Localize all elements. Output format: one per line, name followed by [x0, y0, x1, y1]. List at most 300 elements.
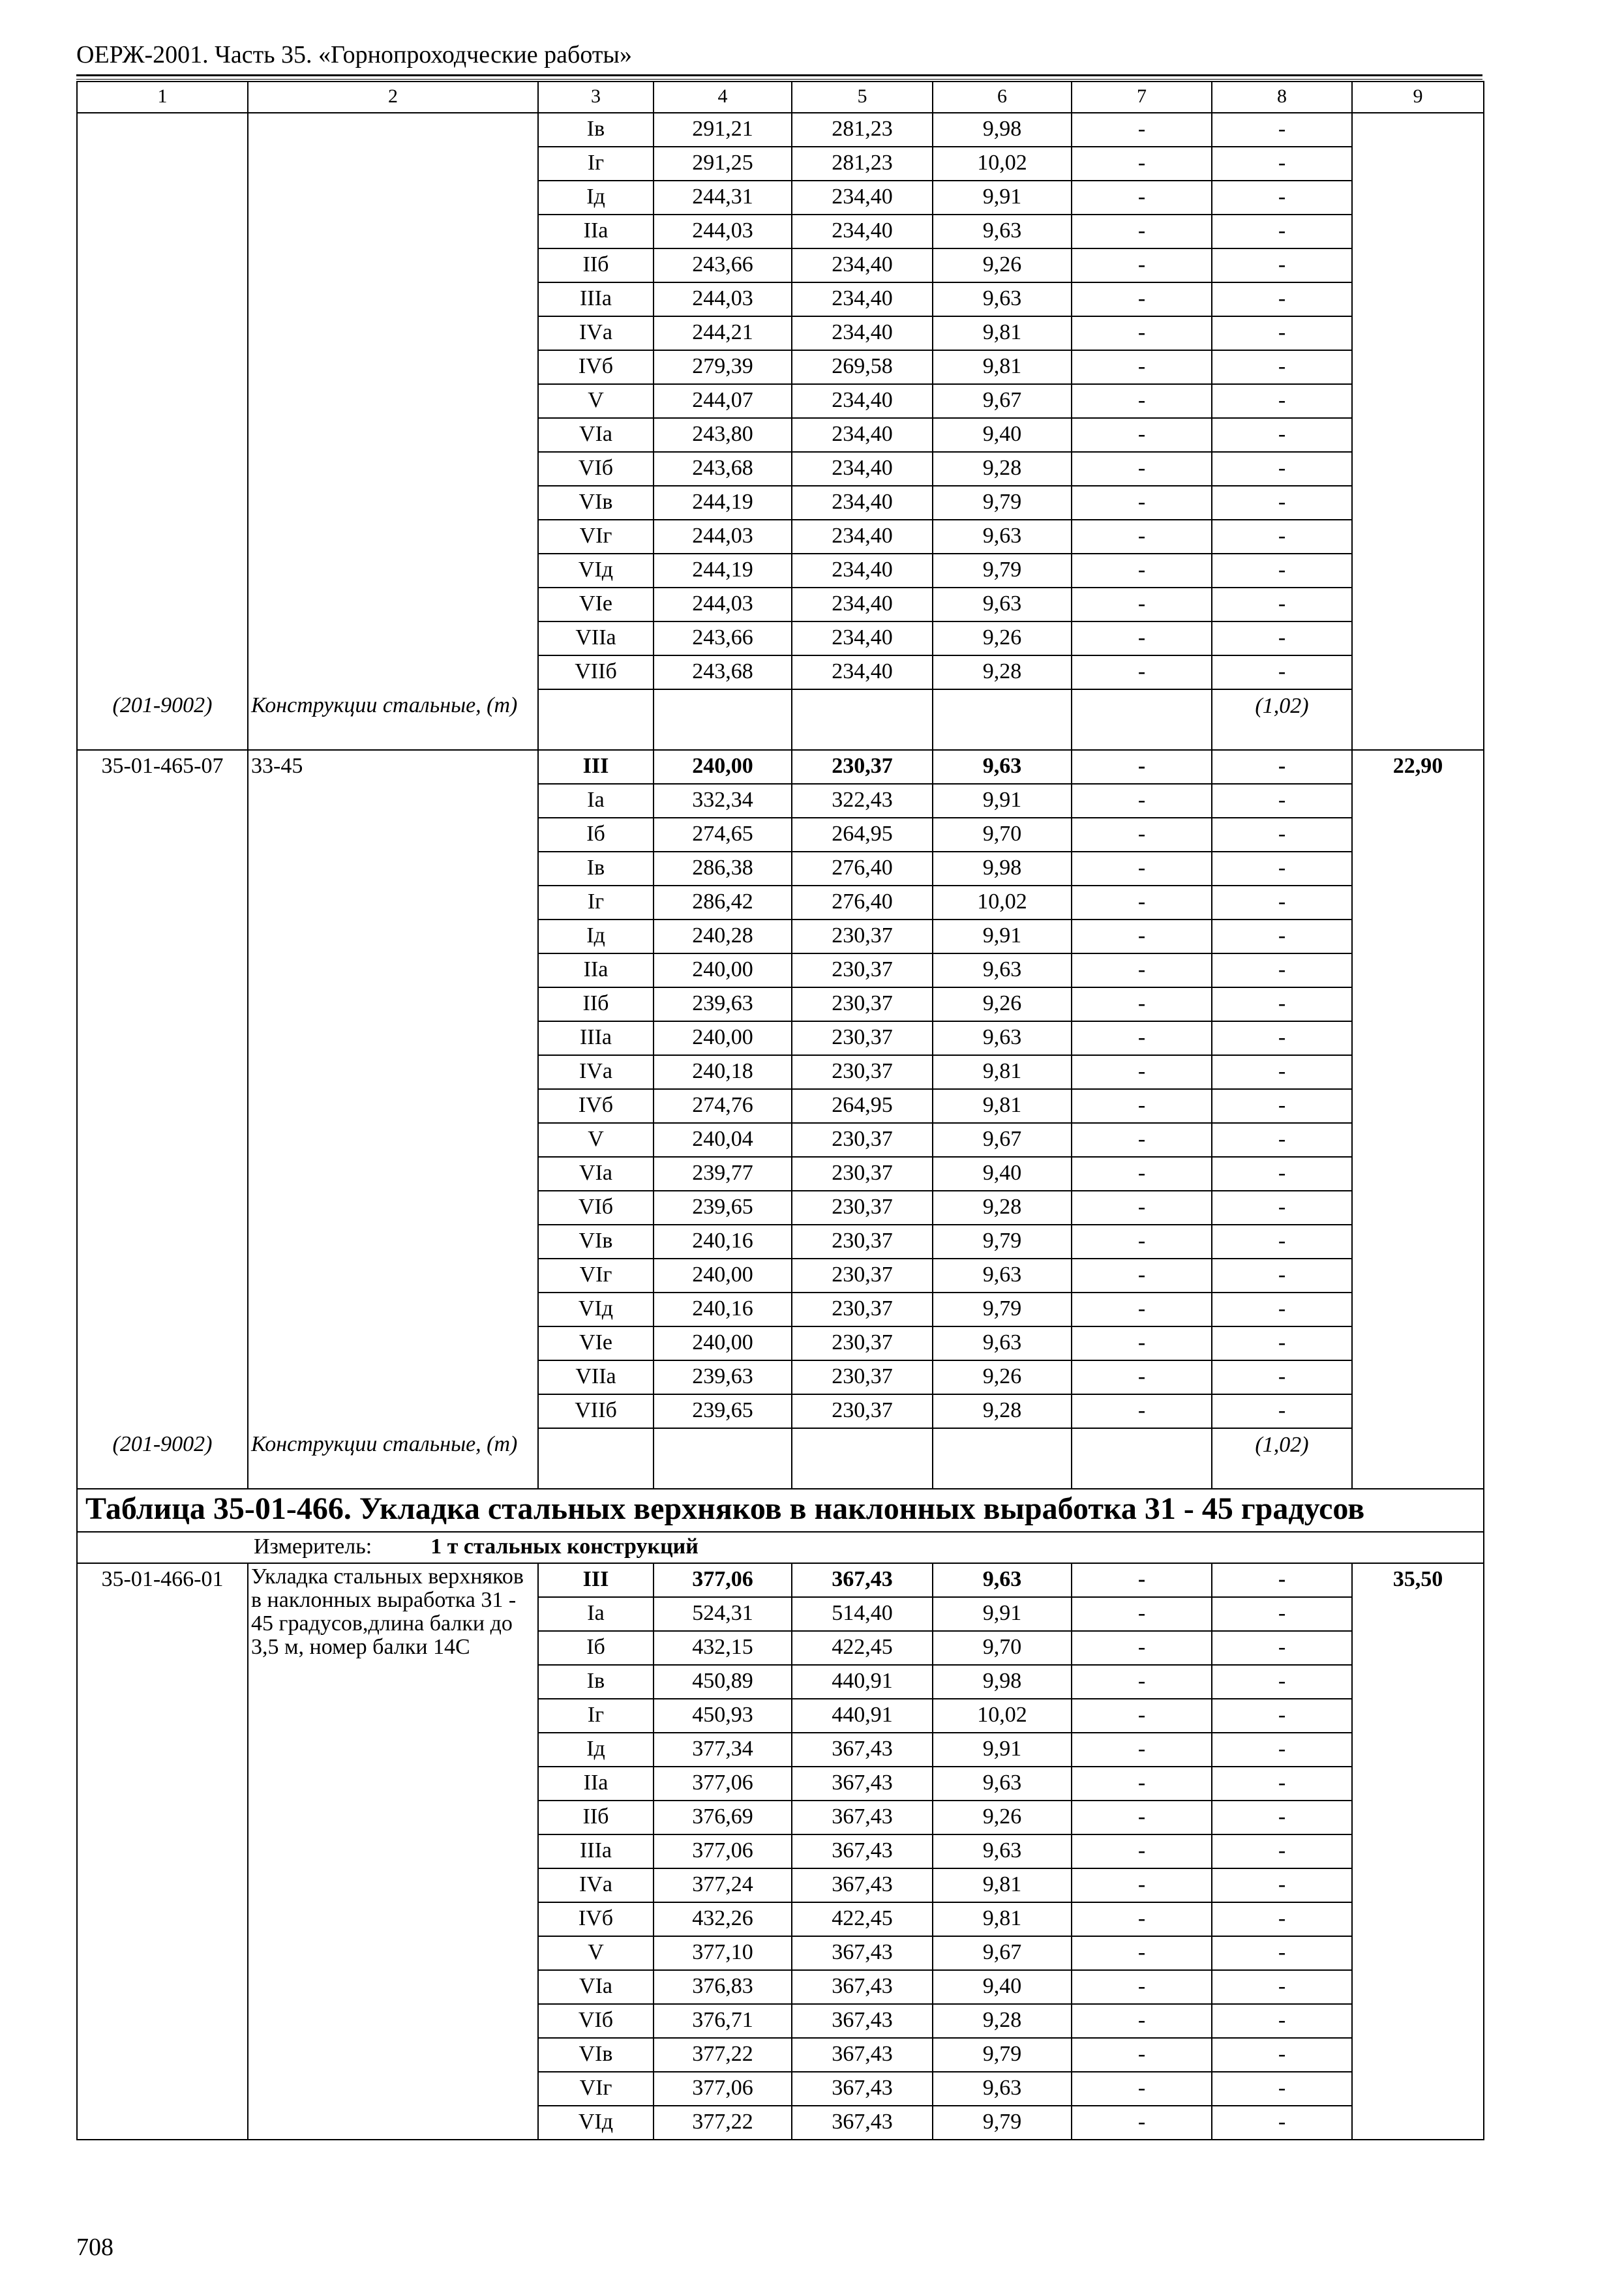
wage-cell: 269,58 [792, 350, 933, 384]
page-header: ОЕРЖ-2001. Часть 35. «Горнопроходческие работы» [76, 41, 632, 68]
group-cell: Iв [538, 852, 654, 886]
column-number-row [77, 82, 1484, 113]
group-cell: VIIа [538, 1360, 654, 1394]
wage-cell: 230,37 [792, 987, 933, 1021]
group-cell: VIв [538, 486, 654, 520]
driver-wage-cell: - [1072, 215, 1212, 248]
driver-wage-cell: - [1072, 1597, 1212, 1631]
machine-cell: 9,91 [933, 1597, 1072, 1631]
group-cell: IIа [538, 1767, 654, 1801]
group-cell: IVа [538, 1055, 654, 1089]
wage-cell: 234,40 [792, 384, 933, 418]
wage-cell: 367,43 [792, 1563, 933, 1597]
wage-cell: 367,43 [792, 2038, 933, 2072]
material-cell: - [1212, 1394, 1352, 1428]
page-number: 708 [76, 2234, 113, 2261]
material-empty-cell [792, 689, 933, 750]
driver-wage-cell: - [1072, 2038, 1212, 2072]
wage-cell: 367,43 [792, 2072, 933, 2106]
total-cost-cell: 244,03 [654, 215, 792, 248]
total-cost-cell: 239,65 [654, 1191, 792, 1225]
material-cell: - [1212, 1225, 1352, 1259]
driver-wage-cell: - [1072, 1326, 1212, 1360]
group-cell: VIв [538, 1225, 654, 1259]
wage-cell: 230,37 [792, 920, 933, 953]
group-cell: VIв [538, 2038, 654, 2072]
driver-wage-cell: - [1072, 953, 1212, 987]
table-caption: Таблица 35-01-466. Укладка стальных верхняков в наклонных выработка 31 - 45 градусов [77, 1489, 1484, 1532]
wage-cell: 440,91 [792, 1665, 933, 1699]
column-number: 9 [1352, 82, 1484, 113]
wage-cell: 234,40 [792, 655, 933, 689]
material-name: Конструкции стальные, (т) [248, 1428, 538, 1489]
total-cost-cell: 239,77 [654, 1157, 792, 1191]
total-cost-cell: 240,00 [654, 1021, 792, 1055]
material-cell: - [1212, 1970, 1352, 2004]
group-cell: VIг [538, 2072, 654, 2106]
driver-wage-cell: - [1072, 1157, 1212, 1191]
material-cell: - [1212, 452, 1352, 486]
material-cell: - [1212, 113, 1352, 147]
material-row [77, 689, 1484, 750]
machine-cell: 9,79 [933, 1293, 1072, 1326]
total-cost-cell: 239,65 [654, 1394, 792, 1428]
machine-cell: 9,81 [933, 316, 1072, 350]
driver-wage-cell: - [1072, 452, 1212, 486]
driver-wage-cell: - [1072, 147, 1212, 181]
machine-cell: 9,26 [933, 1360, 1072, 1394]
wage-cell: 514,40 [792, 1597, 933, 1631]
rates-table [76, 81, 1484, 2140]
wage-cell: 230,37 [792, 1259, 933, 1293]
material-cell: - [1212, 1801, 1352, 1834]
driver-wage-cell: - [1072, 282, 1212, 316]
material-cell: - [1212, 1326, 1352, 1360]
material-empty-cell [933, 689, 1072, 750]
group-cell: Iв [538, 113, 654, 147]
total-cost-cell: 332,34 [654, 784, 792, 818]
group-cell: Iа [538, 784, 654, 818]
wage-cell: 281,23 [792, 147, 933, 181]
group-cell: Iб [538, 1631, 654, 1665]
wage-cell: 367,43 [792, 1767, 933, 1801]
wage-cell: 230,37 [792, 1123, 933, 1157]
group-cell: VIа [538, 1157, 654, 1191]
total-cost-cell: 377,10 [654, 1936, 792, 1970]
wage-cell: 367,43 [792, 1733, 933, 1767]
machine-cell: 9,28 [933, 655, 1072, 689]
column-number: 3 [538, 82, 654, 113]
material-cell: - [1212, 1834, 1352, 1868]
group-cell: Iд [538, 1733, 654, 1767]
material-cell: - [1212, 1089, 1352, 1123]
group-cell: VIд [538, 1293, 654, 1326]
driver-wage-cell: - [1072, 248, 1212, 282]
material-cell: - [1212, 384, 1352, 418]
column-number: 5 [792, 82, 933, 113]
meter-row [77, 1532, 1484, 1563]
total-cost-cell: 274,76 [654, 1089, 792, 1123]
total-cost-cell: 274,65 [654, 818, 792, 852]
material-cell: - [1212, 1157, 1352, 1191]
group-cell: VIе [538, 588, 654, 621]
rates-table-body [77, 82, 1484, 2140]
machine-cell: 9,98 [933, 113, 1072, 147]
material-empty-cell [654, 1428, 792, 1489]
material-cell: - [1212, 852, 1352, 886]
total-cost-cell: 291,25 [654, 147, 792, 181]
driver-wage-cell: - [1072, 1801, 1212, 1834]
group-cell: IIб [538, 1801, 654, 1834]
group-cell: Iг [538, 1699, 654, 1733]
total-cost-cell: 244,07 [654, 384, 792, 418]
material-cell: - [1212, 1631, 1352, 1665]
driver-wage-cell: - [1072, 1191, 1212, 1225]
driver-wage-cell: - [1072, 2004, 1212, 2038]
material-code: (201-9002) [77, 689, 248, 750]
column-number: 6 [933, 82, 1072, 113]
header-rule [76, 74, 1482, 80]
total-cost-cell: 240,00 [654, 750, 792, 784]
driver-wage-cell: - [1072, 1563, 1212, 1597]
machine-cell: 9,26 [933, 1801, 1072, 1834]
wage-cell: 422,45 [792, 1631, 933, 1665]
material-cell: - [1212, 588, 1352, 621]
machine-cell: 9,63 [933, 215, 1072, 248]
wage-cell: 234,40 [792, 486, 933, 520]
material-value: (1,02) [1212, 1428, 1352, 1489]
material-cell: - [1212, 1868, 1352, 1902]
machine-cell: 9,40 [933, 1970, 1072, 2004]
total-cost-cell: 240,18 [654, 1055, 792, 1089]
machine-cell: 9,81 [933, 1055, 1072, 1089]
material-empty-cell [1072, 1428, 1212, 1489]
machine-cell: 10,02 [933, 1699, 1072, 1733]
machine-cell: 10,02 [933, 147, 1072, 181]
wage-cell: 276,40 [792, 852, 933, 886]
machine-cell: 9,40 [933, 1157, 1072, 1191]
wage-cell: 322,43 [792, 784, 933, 818]
machine-cell: 9,40 [933, 418, 1072, 452]
wage-cell: 230,37 [792, 1021, 933, 1055]
driver-wage-cell: - [1072, 554, 1212, 588]
group-cell: Iб [538, 818, 654, 852]
wage-cell: 230,37 [792, 750, 933, 784]
driver-wage-cell: - [1072, 1293, 1212, 1326]
total-cost-cell: 450,89 [654, 1665, 792, 1699]
total-cost-cell: 450,93 [654, 1699, 792, 1733]
material-empty-cell [792, 1428, 933, 1489]
material-cell: - [1212, 486, 1352, 520]
wage-cell: 230,37 [792, 1293, 933, 1326]
total-cost-cell: 279,39 [654, 350, 792, 384]
wage-cell: 367,43 [792, 1936, 933, 1970]
material-cell: - [1212, 886, 1352, 920]
total-cost-cell: 377,24 [654, 1868, 792, 1902]
material-empty-cell [538, 689, 654, 750]
group-cell: VIIа [538, 621, 654, 655]
rate-name [248, 113, 538, 689]
material-cell: - [1212, 621, 1352, 655]
wage-cell: 234,40 [792, 554, 933, 588]
group-cell: III [538, 1563, 654, 1597]
group-cell: Iг [538, 147, 654, 181]
wage-cell: 234,40 [792, 418, 933, 452]
driver-wage-cell: - [1072, 418, 1212, 452]
material-value: (1,02) [1212, 689, 1352, 750]
material-empty-cell [933, 1428, 1072, 1489]
driver-wage-cell: - [1072, 316, 1212, 350]
material-cell: - [1212, 1733, 1352, 1767]
machine-cell: 9,70 [933, 1631, 1072, 1665]
machine-cell: 9,67 [933, 1123, 1072, 1157]
material-cell: - [1212, 1699, 1352, 1733]
group-cell: Iд [538, 920, 654, 953]
group-cell: VIб [538, 1191, 654, 1225]
material-cell: - [1212, 2004, 1352, 2038]
wage-cell: 234,40 [792, 181, 933, 215]
machine-cell: 9,63 [933, 1259, 1072, 1293]
driver-wage-cell: - [1072, 1834, 1212, 1868]
total-cost-cell: 377,06 [654, 1834, 792, 1868]
total-cost-cell: 243,68 [654, 655, 792, 689]
machine-cell: 9,63 [933, 1021, 1072, 1055]
driver-wage-cell: - [1072, 181, 1212, 215]
machine-cell: 9,81 [933, 1902, 1072, 1936]
wage-cell: 440,91 [792, 1699, 933, 1733]
group-cell: Iг [538, 886, 654, 920]
material-cell: - [1212, 1055, 1352, 1089]
total-cost-cell: 240,04 [654, 1123, 792, 1157]
wage-cell: 230,37 [792, 1191, 933, 1225]
wage-cell: 367,43 [792, 2106, 933, 2140]
driver-wage-cell: - [1072, 486, 1212, 520]
material-cell: - [1212, 1259, 1352, 1293]
total-cost-cell: 377,22 [654, 2106, 792, 2140]
table-row [77, 750, 1484, 784]
wage-cell: 367,43 [792, 1801, 933, 1834]
driver-wage-cell: - [1072, 1360, 1212, 1394]
meter-unit: 1 т стальных конструкций [430, 1534, 699, 1559]
wage-cell: 367,43 [792, 1970, 933, 2004]
group-cell: Iд [538, 181, 654, 215]
total-cost-cell: 243,68 [654, 452, 792, 486]
material-cell: - [1212, 655, 1352, 689]
material-code: (201-9002) [77, 1428, 248, 1489]
driver-wage-cell: - [1072, 1767, 1212, 1801]
total-cost-cell: 239,63 [654, 1360, 792, 1394]
column-number: 4 [654, 82, 792, 113]
machine-cell: 9,63 [933, 2072, 1072, 2106]
material-name: Конструкции стальные, (т) [248, 689, 538, 750]
material-cell: - [1212, 147, 1352, 181]
total-cost-cell: 244,03 [654, 520, 792, 554]
driver-wage-cell: - [1072, 350, 1212, 384]
total-cost-cell: 376,71 [654, 2004, 792, 2038]
machine-cell: 10,02 [933, 886, 1072, 920]
wage-cell: 230,37 [792, 1225, 933, 1259]
machine-cell: 9,63 [933, 282, 1072, 316]
material-cell: - [1212, 2072, 1352, 2106]
group-cell: VIд [538, 2106, 654, 2140]
group-cell: V [538, 1936, 654, 1970]
material-cell: - [1212, 750, 1352, 784]
wage-cell: 234,40 [792, 316, 933, 350]
machine-cell: 9,91 [933, 1733, 1072, 1767]
machine-cell: 9,79 [933, 486, 1072, 520]
rate-total: 35,50 [1352, 1563, 1484, 2140]
total-cost-cell: 377,06 [654, 2072, 792, 2106]
machine-cell: 9,91 [933, 920, 1072, 953]
total-cost-cell: 244,19 [654, 486, 792, 520]
total-cost-cell: 243,66 [654, 248, 792, 282]
machine-cell: 9,28 [933, 1394, 1072, 1428]
machine-cell: 9,26 [933, 248, 1072, 282]
total-cost-cell: 432,26 [654, 1902, 792, 1936]
material-cell: - [1212, 2038, 1352, 2072]
group-cell: VIб [538, 2004, 654, 2038]
wage-cell: 234,40 [792, 215, 933, 248]
machine-cell: 9,63 [933, 1326, 1072, 1360]
driver-wage-cell: - [1072, 2072, 1212, 2106]
wage-cell: 230,37 [792, 953, 933, 987]
wage-cell: 234,40 [792, 248, 933, 282]
machine-cell: 9,79 [933, 1225, 1072, 1259]
wage-cell: 230,37 [792, 1360, 933, 1394]
group-cell: IVа [538, 316, 654, 350]
material-empty-cell [1072, 689, 1212, 750]
driver-wage-cell: - [1072, 1902, 1212, 1936]
group-cell: VIе [538, 1326, 654, 1360]
machine-cell: 9,67 [933, 384, 1072, 418]
driver-wage-cell: - [1072, 1089, 1212, 1123]
group-cell: V [538, 384, 654, 418]
total-cost-cell: 377,22 [654, 2038, 792, 2072]
column-number: 1 [77, 82, 248, 113]
wage-cell: 422,45 [792, 1902, 933, 1936]
group-cell: VIг [538, 1259, 654, 1293]
meter [77, 1532, 1484, 1563]
total-cost-cell: 377,06 [654, 1767, 792, 1801]
machine-cell: 9,79 [933, 554, 1072, 588]
material-empty-cell [654, 689, 792, 750]
material-cell: - [1212, 1360, 1352, 1394]
machine-cell: 9,28 [933, 452, 1072, 486]
material-cell: - [1212, 1902, 1352, 1936]
wage-cell: 264,95 [792, 1089, 933, 1123]
material-cell: - [1212, 1936, 1352, 1970]
wage-cell: 234,40 [792, 282, 933, 316]
group-cell: VIа [538, 418, 654, 452]
machine-cell: 9,28 [933, 2004, 1072, 2038]
material-cell: - [1212, 418, 1352, 452]
group-cell: VIа [538, 1970, 654, 2004]
material-cell: - [1212, 1597, 1352, 1631]
material-cell: - [1212, 1563, 1352, 1597]
material-cell: - [1212, 953, 1352, 987]
group-cell: IVб [538, 1089, 654, 1123]
machine-cell: 9,26 [933, 621, 1072, 655]
machine-cell: 9,81 [933, 350, 1072, 384]
rate-name: Укладка стальных верхняков в наклонных выработка 31 - 45 градусов,длина балки до 3,5 м, номер балки 14С [248, 1563, 538, 2140]
total-cost-cell: 377,06 [654, 1563, 792, 1597]
group-cell: VIд [538, 554, 654, 588]
wage-cell: 230,37 [792, 1326, 933, 1360]
column-number: 2 [248, 82, 538, 113]
meter-label: Измеритель: [254, 1534, 372, 1559]
driver-wage-cell: - [1072, 1733, 1212, 1767]
group-cell: VIIб [538, 655, 654, 689]
driver-wage-cell: - [1072, 886, 1212, 920]
driver-wage-cell: - [1072, 1055, 1212, 1089]
total-cost-cell: 244,31 [654, 181, 792, 215]
driver-wage-cell: - [1072, 1665, 1212, 1699]
group-cell: Iа [538, 1597, 654, 1631]
material-cell: - [1212, 2106, 1352, 2140]
machine-cell: 9,70 [933, 818, 1072, 852]
group-cell: VIб [538, 452, 654, 486]
material-cell: - [1212, 818, 1352, 852]
driver-wage-cell: - [1072, 2106, 1212, 2140]
group-cell: IIIа [538, 1834, 654, 1868]
table-row [77, 113, 1484, 147]
column-number: 8 [1212, 82, 1352, 113]
driver-wage-cell: - [1072, 1631, 1212, 1665]
total-cost-cell: 244,21 [654, 316, 792, 350]
group-cell: IVб [538, 350, 654, 384]
group-cell: IVа [538, 1868, 654, 1902]
wage-cell: 234,40 [792, 588, 933, 621]
total-cost-cell: 524,31 [654, 1597, 792, 1631]
total-cost-cell: 240,00 [654, 1259, 792, 1293]
driver-wage-cell: - [1072, 1259, 1212, 1293]
wage-cell: 276,40 [792, 886, 933, 920]
table-caption-row [77, 1489, 1484, 1532]
wage-cell: 234,40 [792, 621, 933, 655]
group-cell: IIIа [538, 1021, 654, 1055]
rate-total: 22,90 [1352, 750, 1484, 1489]
rate-name: 33-45 [248, 750, 538, 1428]
group-cell: IIа [538, 215, 654, 248]
material-cell: - [1212, 784, 1352, 818]
total-cost-cell: 240,00 [654, 953, 792, 987]
machine-cell: 9,63 [933, 750, 1072, 784]
driver-wage-cell: - [1072, 1699, 1212, 1733]
total-cost-cell: 286,38 [654, 852, 792, 886]
total-cost-cell: 291,21 [654, 113, 792, 147]
total-cost-cell: 244,03 [654, 588, 792, 621]
machine-cell: 9,91 [933, 181, 1072, 215]
total-cost-cell: 376,83 [654, 1970, 792, 2004]
machine-cell: 9,63 [933, 588, 1072, 621]
driver-wage-cell: - [1072, 113, 1212, 147]
machine-cell: 9,79 [933, 2106, 1072, 2140]
driver-wage-cell: - [1072, 588, 1212, 621]
machine-cell: 9,98 [933, 852, 1072, 886]
machine-cell: 9,67 [933, 1936, 1072, 1970]
driver-wage-cell: - [1072, 1394, 1212, 1428]
total-cost-cell: 286,42 [654, 886, 792, 920]
wage-cell: 230,37 [792, 1157, 933, 1191]
machine-cell: 9,81 [933, 1868, 1072, 1902]
group-cell: IIIа [538, 282, 654, 316]
wage-cell: 367,43 [792, 1868, 933, 1902]
material-cell: - [1212, 282, 1352, 316]
driver-wage-cell: - [1072, 1936, 1212, 1970]
driver-wage-cell: - [1072, 1225, 1212, 1259]
rate-code [77, 113, 248, 689]
rate-total [1352, 113, 1484, 750]
